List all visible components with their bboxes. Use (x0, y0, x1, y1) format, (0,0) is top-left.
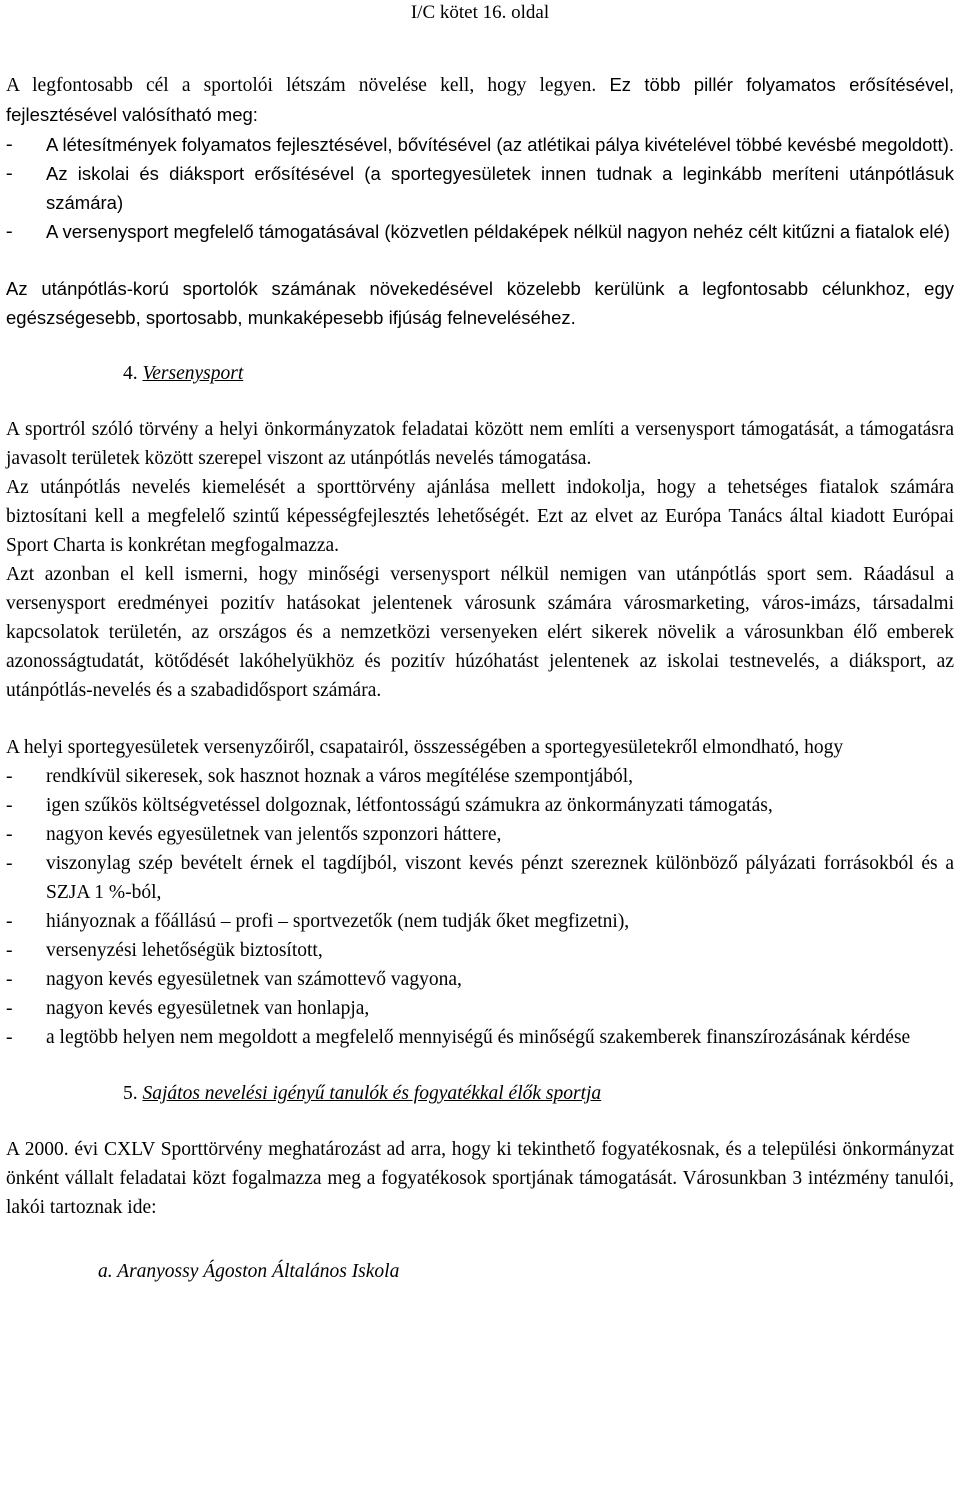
section-4-title: Versenysport (142, 363, 244, 384)
clubs-bullet: - nagyon kevés egyesületnek van számottevő vagyona, (6, 965, 954, 994)
intro-bullet: - A versenysport megfelelő támogatásával (közvetlen példaképek nélkül nagyon nehéz célt kitűzni a fiatalok elé) (6, 217, 954, 246)
clubs-bullet-text: nagyon kevés egyesületnek van számottevő vagyona, (46, 969, 462, 990)
intro-bullet-text: Az iskolai és diáksport erősítésével (a sportegyesületek innen tudnak a leginkább meríteni utánpótlásuk számára) (46, 163, 954, 213)
intro-bullet-text: A versenysport megfelelő támogatásával (közvetlen példaképek nélkül nagyon nehéz célt kitűzni a fiatalok elé) (46, 221, 950, 242)
intro-paragraph (6, 70, 954, 130)
section-4-paragraph: Az utánpótlás nevelés kiemelését a sporttörvény ajánlása mellett indokolja, hogy a tehetséges fiatalok számára biztosítani kell a megfelelő szintű képességfejlesztés lehetőségét. Ezt az elvet az Európa Tanács által kiadott Európai Sport Charta is konkrétan megfogalmazza. (6, 477, 954, 556)
section-5-title: Sajátos nevelési igényű tanulók és fogyatékkal élők sportja (142, 1083, 602, 1104)
clubs-bullet-text: a legtöbb helyen nem megoldott a megfelelő mennyiségű és minőségű szakemberek finanszírozásának kérdése (46, 1027, 911, 1048)
section-4-heading (123, 359, 954, 388)
clubs-bullet: - igen szűkös költségvetéssel dolgoznak, létfontosságú számukra az önkormányzati támogatás, (6, 791, 954, 820)
clubs-bullet: - nagyon kevés egyesületnek van jelentős szponzori háttere, (6, 820, 954, 849)
clubs-bullet: - viszonylag szép bevételt érnek el tagdíjból, viszont kevés pénzt szereznek különböző pályázati forrásokból és a SZJA 1 %-ból, (6, 849, 954, 907)
intro-bullet: - A létesítmények folyamatos fejlesztésével, bővítésével (az atlétikai pálya kivételével többé kevésbé megoldott). (6, 130, 954, 159)
page-header: I/C kötet 16. oldal (410, 2, 550, 23)
section-4-paragraph: A sportról szóló törvény a helyi önkormányzatok feladatai között nem említi a versenysport támogatását, a támogatásra javasolt területek között szerepel viszont az utánpótlás nevelés támogatása. (6, 419, 954, 469)
section-5-number: 5. (123, 1083, 138, 1104)
intro-bullet-text: A létesítmények folyamatos fejlesztésével, bővítésével (az atlétikai pálya kivételével többé kevésbé megoldott). (46, 134, 954, 155)
subsection-a-heading (98, 1257, 954, 1286)
intro-sentence-2: Ez több pillér folyamatos erősítésével, fejlesztésével valósítható meg: (6, 74, 954, 125)
intro-conclusion: Az utánpótlás-korú sportolók számának növekedésével közelebb kerülünk a legfontosabb célunkhoz, egy egészségesebb, sportosabb, munkaképesebb ifjúság felneveléséhez. (6, 278, 954, 328)
clubs-bullet-text: hiányoznak a főállású – profi – sportvezetők (nem tudják őket megfizetni), (46, 911, 630, 932)
clubs-bullet: - versenyzési lehetőségük biztosított, (6, 936, 954, 965)
section-5-paragraph: A 2000. évi CXLV Sporttörvény meghatározást ad arra, hogy ki tekinthető fogyatékosnak, és a települési önkormányzat önként vállalt feladatai közt fogalmazza meg a fogyatékosok sportjának támogatását. Városunkban 3 intézmény tanulói, lakói tartoznak ide: (6, 1139, 954, 1218)
intro-sentence-1: A legfontosabb cél a sportolói létszám növelése kell, hogy legyen. (6, 75, 610, 96)
section-5-heading (123, 1079, 954, 1108)
clubs-bullet-text: rendkívül sikeresek, sok hasznot hoznak a város megítélése szempontjából, (46, 766, 633, 787)
clubs-bullet-text: nagyon kevés egyesületnek van jelentős szponzori háttere, (46, 824, 502, 845)
subsection-a-letter: a. (98, 1261, 113, 1282)
clubs-bullet-text: nagyon kevés egyesületnek van honlapja, (46, 998, 370, 1019)
clubs-bullet: - hiányoznak a főállású – profi – sportvezetők (nem tudják őket megfizetni), (6, 907, 954, 936)
intro-bullet: - Az iskolai és diáksport erősítésével (a sportegyesületek innen tudnak a leginkább meríteni utánpótlásuk számára) (6, 159, 954, 217)
clubs-intro: A helyi sportegyesületek versenyzőiről, csapatairól, összességében a sportegyesületekről elmondható, hogy (6, 737, 844, 758)
clubs-bullet: - rendkívül sikeresek, sok hasznot hoznak a város megítélése szempontjából, (6, 762, 954, 791)
subsection-a-title: Aranyossy Ágoston Általános Iskola (117, 1261, 400, 1282)
clubs-bullet-text: versenyzési lehetőségük biztosított, (46, 940, 323, 961)
clubs-bullet: - a legtöbb helyen nem megoldott a megfelelő mennyiségű és minőségű szakemberek finanszírozásának kérdése (6, 1023, 954, 1052)
clubs-bullet-text: viszonylag szép bevételt érnek el tagdíjból, viszont kevés pénzt szereznek különböző pályázati forrásokból és a SZJA 1 %-ból, (46, 853, 954, 903)
clubs-bullet-text: igen szűkös költségvetéssel dolgoznak, létfontosságú számukra az önkormányzati támogatás, (46, 795, 773, 816)
section-4-number: 4. (123, 363, 138, 384)
clubs-bullet: - nagyon kevés egyesületnek van honlapja, (6, 994, 954, 1023)
section-4-paragraph: Azt azonban el kell ismerni, hogy minőségi versenysport nélkül nemigen van utánpótlás sport sem. Ráadásul a versenysport eredményei pozitív hatásokat jelentenek városunk számára városmarketing, város-imázs, társadalmi kapcsolatok területén, az országos és a nemzetközi versenyeken elért sikerek növelik a városunkban élő emberek azonosságtudatát, kötődését lakóhelyükhöz és pozitív húzóhatást jelentenek az iskolai testnevelés, a diáksport, az utánpótlás-nevelés és a szabadidősport számára. (6, 564, 954, 701)
